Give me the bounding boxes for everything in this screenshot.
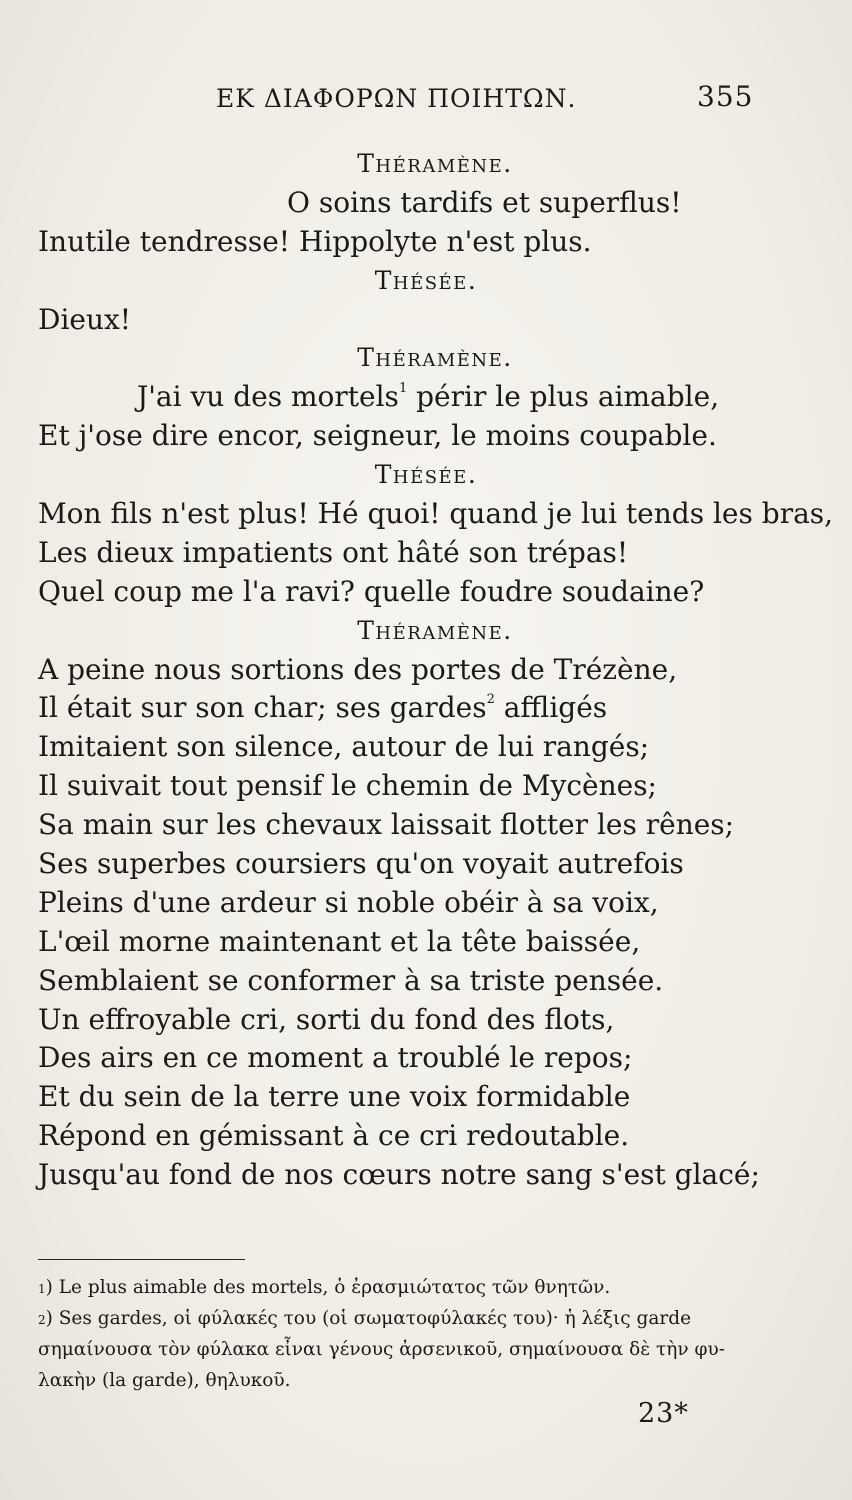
verse-text xyxy=(0,145,852,1195)
footnote: $^1$) Le plus aimable des mortels, ὁ ἐρασμιώτατος τῶν θνητῶν. xyxy=(38,1277,611,1298)
running-head xyxy=(0,80,852,120)
footnote-continuation: σημαίνουσα τὸν φύλακα εἶναι γένους ἀρσενικοῦ, σημαίνουσα δὲ τὴν φυ- xyxy=(38,1339,725,1360)
verse-line: L'œil morne maintenant et la tête baissée, xyxy=(38,924,641,958)
verse-line: Semblaient se conformer à sa triste pensée. xyxy=(38,963,664,997)
verse-line: Et j'ose dire encor, seigneur, le moins coupable. xyxy=(38,419,717,453)
footnote-rule xyxy=(38,1259,245,1260)
footnote-number: 1 xyxy=(38,1282,46,1296)
speaker-name: Théramène. xyxy=(357,149,513,178)
running-title: ΕΚ ΔΙΑΦΟΡΩΝ ΠΟΙΗΤΩΝ. xyxy=(216,84,577,113)
verse-line: Sa main sur les chevaux laissait flotter les rênes; xyxy=(38,808,735,842)
footnotes xyxy=(38,1272,810,1396)
verse-line: Mon fils n'est plus! Hé quoi! quand je lui tends les bras, xyxy=(38,497,834,531)
verse-line: Jusqu'au fond de nos cœurs notre sang s'est glacé; xyxy=(38,1158,760,1192)
footnote: $^2$) Ses gardes, οἱ φύλακές του (οἱ σωματοφύλακές του)· ἡ λέξις garde xyxy=(38,1308,692,1329)
verse-line: Quel coup me l'a ravi? quelle foudre soudaine? xyxy=(38,574,705,608)
speaker-name: Théramène. xyxy=(357,615,513,645)
footnote-number: 2 xyxy=(38,1313,46,1327)
footnote-marker: 1 xyxy=(398,381,408,397)
verse-line: Inutile tendresse! Hippolyte n'est plus. xyxy=(38,224,592,258)
verse-line: A peine nous sortions des portes de Trézène, xyxy=(38,652,678,686)
speaker-name: Théramène. xyxy=(357,343,513,373)
page-number: 355 xyxy=(697,80,754,113)
verse-line: Et du sein de la terre une voix formidable xyxy=(38,1080,631,1114)
verse-line: O soins tardifs et superflus! xyxy=(287,185,682,219)
footnote-continuation: λακὴν (la garde), θηλυκοῦ. xyxy=(38,1370,291,1391)
verse-line: Il suivait tout pensif le chemin de Mycènes; xyxy=(38,769,657,803)
verse-line: Il était sur son char; ses gardes$^2$ affligés xyxy=(38,691,608,725)
verse-line: Les dieux impatients ont hâté son trépas! xyxy=(38,535,629,569)
verse-line: Répond en gémissant à ce cri redoutable. xyxy=(38,1119,630,1153)
verse-line: Imitaient son silence, autour de lui rangés; xyxy=(38,730,650,764)
speaker-name: Thésée. xyxy=(374,460,478,490)
verse-line: Ses superbes coursiers qu'on voyait autrefois xyxy=(38,847,684,881)
verse-line: J'ai vu des mortels$^1$ périr le plus aimable, xyxy=(137,380,720,414)
signature-mark: 23* xyxy=(638,1398,689,1429)
verse-line: Des airs en ce moment a troublé le repos; xyxy=(38,1041,633,1075)
verse-line: Pleins d'une ardeur si noble obéir à sa voix, xyxy=(38,885,659,919)
speaker-name: Thésée. xyxy=(374,265,478,295)
verse-line: Dieux! xyxy=(38,302,132,336)
footnote-marker: 2 xyxy=(486,692,495,708)
verse-line: Un effroyable cri, sorti du fond des flots, xyxy=(38,1002,615,1036)
